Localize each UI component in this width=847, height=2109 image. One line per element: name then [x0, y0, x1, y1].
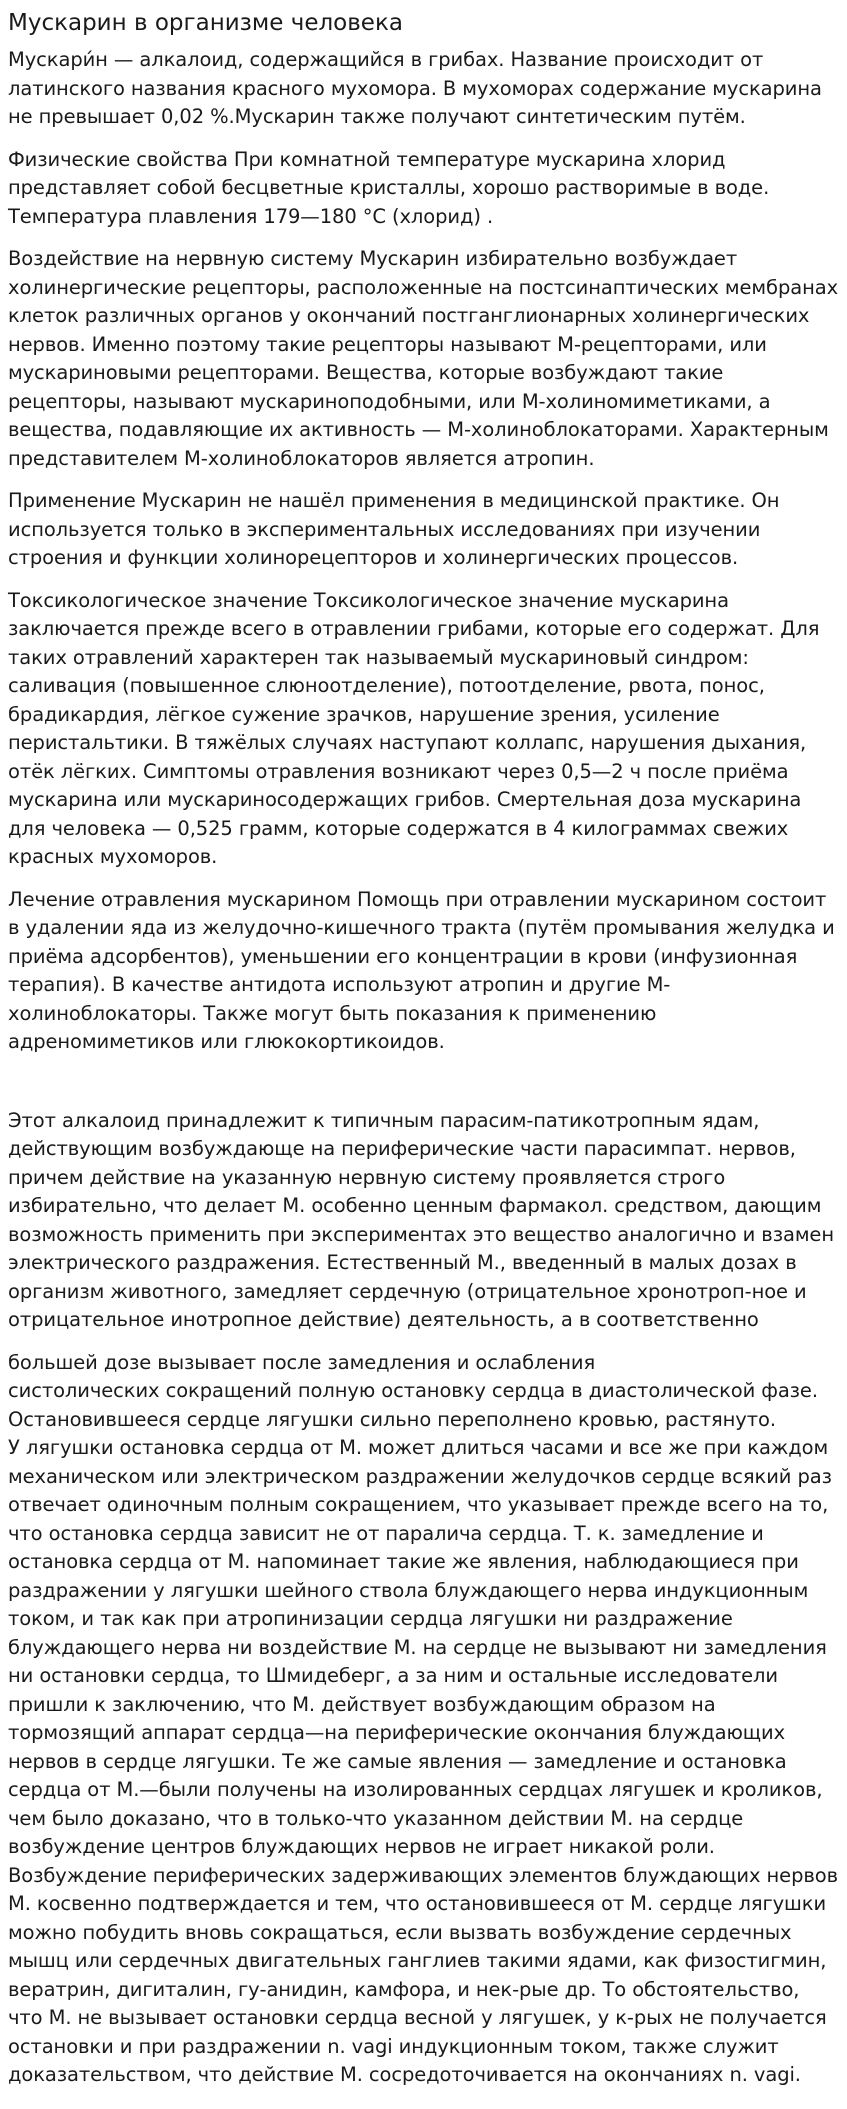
intro-paragraph: Мускари́н — алкалоид, содержащийся в грибах. Название происходит от латинского названия красного мухомора. В мухоморах содержание мускарина не превышает 0,02 %.Мускарин также получают синтетическим путём. [8, 48, 822, 128]
nervous-system-paragraph: Воздействие на нервную систему Мускарин избирательно возбуждает холинергические рецепторы, расположенные на постсинаптических мембранах клеток различных органов у окончаний постганглионарных холинергических нервов. Именно поэтому такие рецепторы называют М-рецепторами, или мускариновыми рецепторами. Вещества, которые возбуждают такие рецепторы, называют мускариноподобными, или М-холиномиметиками, а вещества, подавляющие их активность — М-холиноблокаторами. Характерным представителем М-холиноблокаторов является атропин. [8, 247, 839, 470]
page-title: Мускарин в организме человека [8, 10, 403, 36]
section-spacer [8, 1071, 839, 1107]
physical-properties-paragraph: Физические свойства При комнатной температуре мускарина хлорид представляет собой бесцветные кристаллы, хорошо растворимые в воде. Температура плавления 179—180 °C (хлорид) . [8, 147, 770, 228]
history-paragraph-2: большей дозе вызывает после замедления и ослабления систолических сокращений полную остановку сердца в диастолической фазе. Остановившееся сердце лягушки сильно переполнено кровью, растянуто. У лягушки остановка сердца от М. может длиться часами и все же при каждом механическом или электрическом раздражении желудочков сердце всякий раз отвечает одиночным полным сокращением, что указывает прежде всего на то, что остановка сердца зависит не от паралича сердца. Т. к. замедление и остановка сердца от М. напоминает такие же явления, наблюдающиеся при раздражении у лягушки шейного ствола блуждающего нерва индукционным током, и так как при атропинизации сердца лягушки ни раздражение блуждающего нерва ни воздействие М. на сердце не вызывают ни замедления ни остановки сердца, то Шмидеберг, а за ним и остальные исследователи пришли к заключению, что М. действует возбуждающим образом на тормозящий аппарат сердца—на периферические окончания блуждающих нервов в сердце лягушки. Те же самые явления — замедление и остановка сердца от М.—были получены на изолированных сердцах лягушек и кроликов, чем было доказано, что в только-что указанном действии М. на сердце возбуждение центров блуждающих нервов не играет никакой роли. Возбуждение периферических задерживающих элементов блуждающих нервов М. косвенно подтверждается и тем, что остановившееся от М. сердце лягушки можно побудить вновь сокращаться, если вызвать возбуждение сердечных мышц или сердечных двигательных ганглиев такими ядами, как физостигмин, вератрин, дигиталин, гу-анидин, камфора, и нек-рые др. То обстоятельство, что М. не вызывает остановки сердца весной у лягушек, у к-рых не получается остановки и при раздражении n. vagi индукционным током, также служит доказательством, что действие М. сосредоточивается на окончаниях n. vagi. [8, 1350, 838, 2086]
application-paragraph: Применение Мускарин не нашёл применения в медицинской практике. Он используется только в экспериментальных исследованиях при изучении строения и функции холинорецепторов и холинергических процессов. [8, 489, 780, 569]
treatment-paragraph: Лечение отравления мускарином Помощь при отравлении мускарином состоит в удалении яда из желудочно-кишечного тракта (путём промывания желудка и приёма адсорбентов), уменьшении его концентрации в крови (инфузионная терапия). В качестве антидота используют атропин и другие М-холиноблокаторы. Также могут быть показания к применению адреномиметиков или глюкокортикоидов. [8, 887, 835, 1053]
history-paragraph-1: Этот алкалоид принадлежит к типичным парасим-патикотропным ядам, действующим возбуждающе на периферические части парасимпат. нервов, причем действие на указанную нервную систему проявляется строго избирательно, что делает М. особенно ценным фармакол. средством, дающим возможность применить при экспериментах это вещество аналогично и взамен электрического раздражения. Естественный М., введенный в малых дозах в организм животного, замедляет сердечную (отрицательное хронотроп-ное и отрицательное инотропное действие) деятельность, а в соответственно [8, 1108, 834, 1331]
toxicology-paragraph: Токсикологическое значение Токсикологическое значение мускарина заключается прежде всего в отравлении грибами, которые его содержат. Для таких отравлений характерен так называемый мускариновый синдром: саливация (повышенное слюноотделение), потоотделение, рвота, понос, брадикардия, лёгкое сужение зрачков, нарушение зрения, усиление перистальтики. В тяжёлых случаях наступают коллапс, нарушения дыхания, отёк лёгких. Симптомы отравления возникают через 0,5—2 ч после приёма мускарина или мускариносодержащих грибов. Смертельная доза мускарина для человека — 0,525 грамм, которые содержатся в 4 килограммах свежих красных мухоморов. [8, 588, 820, 868]
